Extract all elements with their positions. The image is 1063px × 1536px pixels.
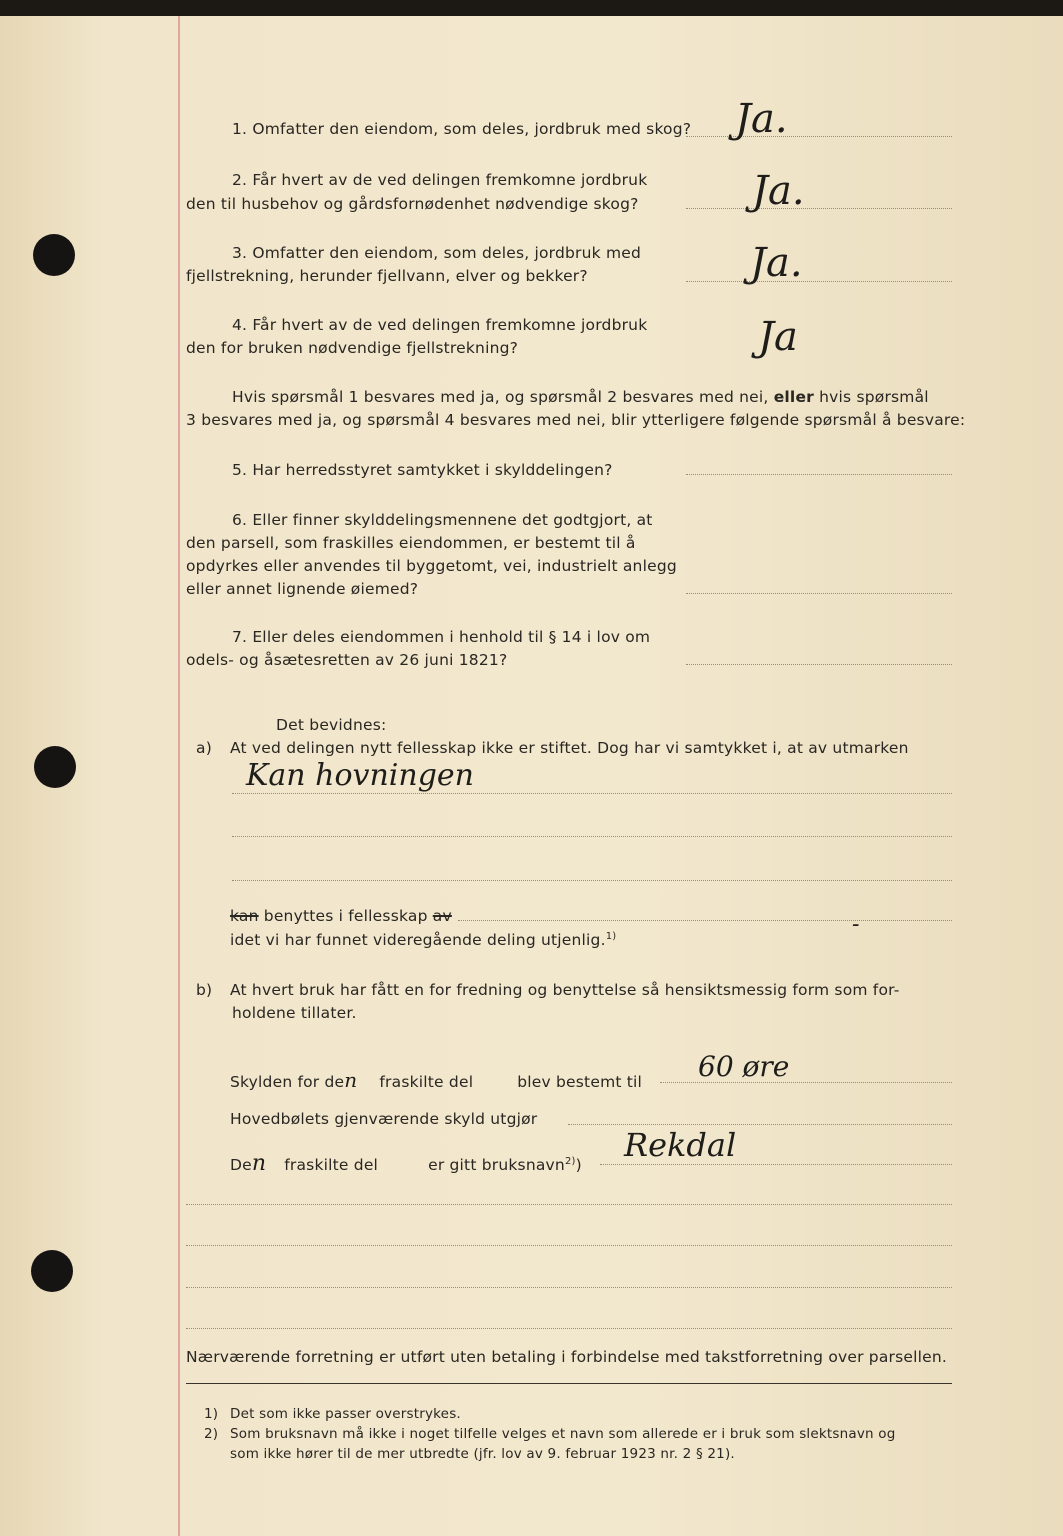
punch-hole bbox=[34, 746, 76, 788]
condition-line-2: 3 besvares med ja, og spørsmål 4 besvares med nei, blir ytterligere følgende spørsmål å besvare: bbox=[186, 411, 966, 429]
question-6-line-2: den parsell, som fraskilles eiendommen, er bestemt til å bbox=[186, 534, 636, 552]
fill-line bbox=[186, 1204, 952, 1205]
question-7-line-2: odels- og åsætesretten av 26 juni 1821? bbox=[186, 651, 508, 669]
question-6-line-4: eller annet lignende øiemed? bbox=[186, 580, 419, 598]
bevidnes-heading: Det bevidnes: bbox=[276, 716, 387, 734]
item-b-label: b) bbox=[196, 981, 213, 999]
answer-1-handwritten: Ja. bbox=[735, 96, 788, 142]
question-1-text: 1. Omfatter den eiendom, som deles, jordbruk med skog? bbox=[232, 120, 692, 138]
handwritten-skyld-value: 60 øre bbox=[698, 1050, 790, 1083]
question-5-text: 5. Har herredsstyret samtykket i skylddelingen? bbox=[232, 461, 613, 479]
question-4-line-2: den for bruken nødvendige fjellstrekning? bbox=[186, 339, 519, 357]
footnote-2-line-1: Som bruksnavn må ikke i noget tilfelle velges et navn som allerede er i bruk som slektsnavn og bbox=[230, 1426, 896, 1442]
question-2-line-2: den til husbehov og gårdsfornødenhet nødvendige skog? bbox=[186, 195, 639, 213]
item-b-line-2: holdene tillater. bbox=[232, 1004, 357, 1022]
footnote-1-mark: 1) bbox=[204, 1406, 219, 1422]
question-3-line-2: fjellstrekning, herunder fjellvann, elver og bekker? bbox=[186, 267, 588, 285]
question-3-line-1: 3. Omfatter den eiendom, som deles, jordbruk med bbox=[232, 244, 642, 262]
item-b-line-1: At hvert bruk har fått en for fredning og benyttelse så hensiktsmessig form som for- bbox=[230, 981, 900, 999]
footnote-2-line-2: som ikke hører til de mer utbredte (jfr. lov av 9. februar 1923 nr. 2 § 21). bbox=[230, 1446, 735, 1462]
fill-line bbox=[232, 793, 952, 794]
question-4-line-1: 4. Får hvert av de ved delingen fremkomne jordbruk bbox=[232, 316, 648, 334]
closing-statement: Nærværende forretning er utført uten betaling i forbindelse med takstforretning over parsellen. bbox=[186, 1348, 948, 1366]
hovedbol-label: Hovedbølets gjenværende skyld utgjør bbox=[230, 1110, 538, 1128]
handwritten-utmarken-part: Kan hovningen bbox=[246, 758, 475, 793]
question-6-line-3: opdyrkes eller anvendes til byggetomt, vei, industrielt anlegg bbox=[186, 557, 677, 575]
handwritten-bruksnavn: Rekdal bbox=[624, 1126, 737, 1164]
bruksnavn-label: Den fraskilte del er gitt bruksnavn$^{2)}$) bbox=[230, 1151, 582, 1176]
skylden-label: Skylden for den fraskilte del blev bestemt til bbox=[230, 1068, 643, 1092]
idet-line: idet vi har funnet videregående deling utjenlig.$^{1)}$ bbox=[230, 931, 617, 950]
answer-2-handwritten: Ja. bbox=[752, 168, 805, 214]
condition-line-1: Hvis spørsmål 1 besvares med ja, og spørsmål 2 besvares med nei, eller hvis spørsmål bbox=[232, 388, 929, 406]
footnote-2-mark: 2) bbox=[204, 1426, 219, 1442]
punch-hole bbox=[33, 234, 75, 276]
fill-line bbox=[186, 1287, 952, 1288]
answer-line-2 bbox=[686, 208, 952, 209]
bruksnavn-line bbox=[600, 1164, 952, 1165]
footnote-divider bbox=[186, 1383, 952, 1384]
scan-top-edge bbox=[0, 0, 1063, 16]
hovedbol-line bbox=[568, 1124, 952, 1125]
fill-line bbox=[232, 880, 952, 881]
footnote-1-text: Det som ikke passer overstrykes. bbox=[230, 1406, 461, 1422]
item-a-label: a) bbox=[196, 739, 212, 757]
fill-line bbox=[458, 920, 952, 921]
item-a-text: At ved delingen nytt fellesskap ikke er stiftet. Dog har vi samtykket i, at av utmarken bbox=[230, 739, 909, 757]
fill-line bbox=[232, 836, 952, 837]
question-6-line-1: 6. Eller finner skylddelingsmennene det godtgjort, at bbox=[232, 511, 653, 529]
fill-line bbox=[186, 1328, 952, 1329]
answer-line-3 bbox=[686, 281, 952, 282]
answer-line-1 bbox=[686, 136, 952, 137]
answer-3-handwritten: Ja. bbox=[750, 240, 803, 286]
answer-line-5 bbox=[686, 474, 952, 475]
answer-line-7 bbox=[686, 664, 952, 665]
benyttes-line: kan benyttes i fellesskap av bbox=[230, 907, 452, 925]
answer-line-6 bbox=[686, 593, 952, 594]
question-7-line-1: 7. Eller deles eiendommen i henhold til § 14 i lov om bbox=[232, 628, 651, 646]
punch-hole bbox=[31, 1250, 73, 1292]
answer-4-handwritten: Ja bbox=[758, 314, 798, 360]
question-2-line-1: 2. Får hvert av de ved delingen fremkomne jordbruk bbox=[232, 171, 648, 189]
handwritten-mark: - bbox=[852, 912, 860, 937]
margin-line bbox=[178, 16, 180, 1536]
fill-line bbox=[186, 1245, 952, 1246]
